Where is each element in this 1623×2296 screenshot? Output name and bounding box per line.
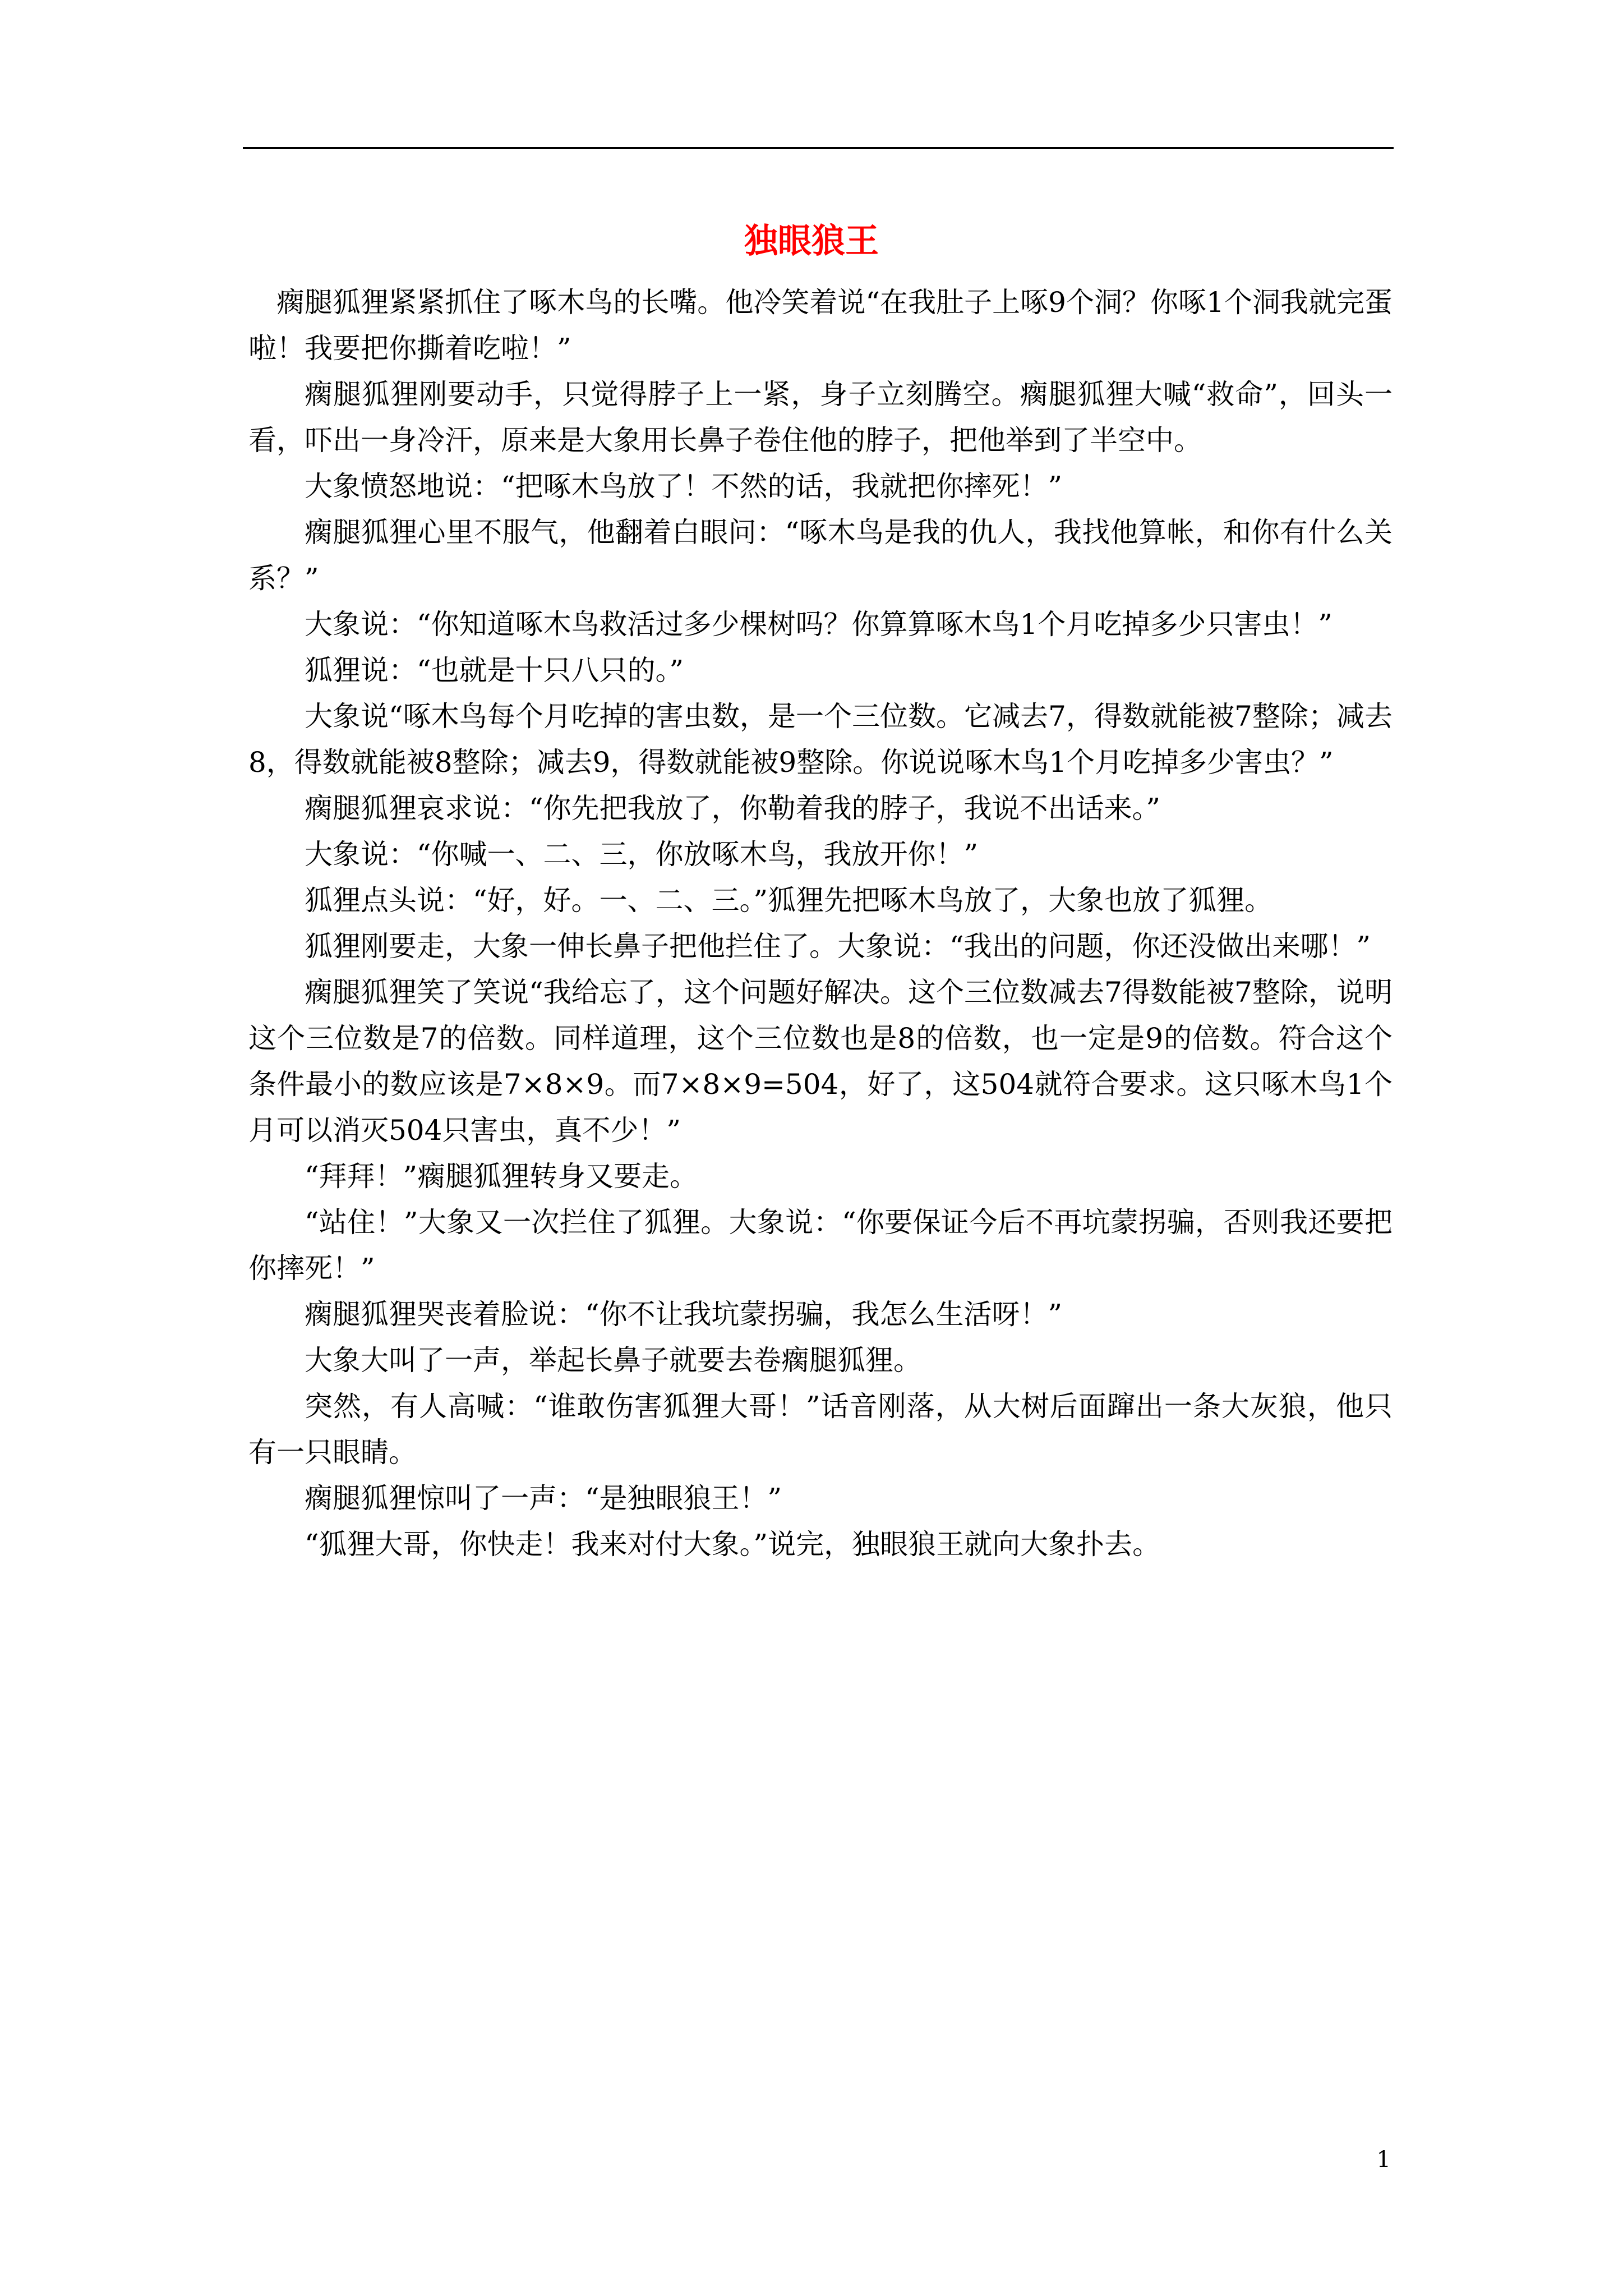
header-rule <box>243 147 1394 149</box>
paragraph: 大象大叫了一声，举起长鼻子就要去卷瘸腿狐狸。 <box>305 1344 921 1377</box>
paragraph: 瘸腿狐狸紧紧抓住了啄木鸟的长嘴。他冷笑着说“在我肚子上啄9个洞？你啄1个洞我就完蛋啦！我要把你撕着吃啦！” <box>248 286 1393 365</box>
page-number: 1 <box>1376 2147 1391 2173</box>
document-body <box>248 279 1393 1567</box>
paragraph: 狐狸说：“也就是十只八只的。” <box>305 654 684 687</box>
paragraph: 瘸腿狐狸心里不服气，他翻着白眼问：“啄木鸟是我的仇人，我找他算帐，和你有什么关系？” <box>248 516 1393 595</box>
paragraph: 大象愤怒地说：“把啄木鸟放了！不然的话，我就把你摔死！” <box>305 470 1063 503</box>
paragraph: 瘸腿狐狸哀求说：“你先把我放了，你勒着我的脖子，我说不出话来。” <box>305 792 1161 825</box>
paragraph: “拜拜！”瘸腿狐狸转身又要走。 <box>305 1160 698 1193</box>
paragraph: 瘸腿狐狸哭丧着脸说：“你不让我坑蒙拐骗，我怎么生活呀！” <box>305 1298 1063 1331</box>
paragraph: “站住！”大象又一次拦住了狐狸。大象说：“你要保证今后不再坑蒙拐骗，否则我还要把你摔死！” <box>248 1206 1393 1285</box>
paragraph: 狐狸点头说：“好，好。一、二、三。”狐狸先把啄木鸟放了，大象也放了狐狸。 <box>305 884 1273 917</box>
paragraph: 瘸腿狐狸刚要动手，只觉得脖子上一紧，身子立刻腾空。瘸腿狐狸大喊“救命”，回头一看，吓出一身冷汗，原来是大象用长鼻子卷住他的脖子，把他举到了半空中。 <box>248 378 1393 457</box>
paragraph: 瘸腿狐狸笑了笑说“我给忘了，这个问题好解决。这个三位数减去7得数能被7整除，说明这个三位数是7的倍数。同样道理，这个三位数也是8的倍数，也一定是9的倍数。符合这个条件最小的数应该是7×8×9。而7×8×9=504，好了，这504就符合要求。这只啄木鸟1个月可以消灭504只害虫，真不少！” <box>248 976 1393 1147</box>
paragraph: 瘸腿狐狸惊叫了一声：“是独眼狼王！” <box>305 1482 782 1515</box>
paragraph: 大象说：“你知道啄木鸟救活过多少棵树吗？你算算啄木鸟1个月吃掉多少只害虫！” <box>305 608 1332 641</box>
paragraph: 突然，有人高喊：“谁敢伤害狐狸大哥！”话音刚落，从大树后面蹿出一条大灰狼，他只有一只眼睛。 <box>248 1390 1393 1469</box>
document-title: 独眼狼王 <box>744 222 879 261</box>
paragraph: 狐狸刚要走，大象一伸长鼻子把他拦住了。大象说：“我出的问题，你还没做出来哪！” <box>305 930 1371 963</box>
paragraph: 大象说“啄木鸟每个月吃掉的害虫数，是一个三位数。它减去7，得数就能被7整除；减去8，得数就能被8整除；减去9，得数就能被9整除。你说说啄木鸟1个月吃掉多少害虫？” <box>248 700 1393 779</box>
paragraph: “狐狸大哥，你快走！我来对付大象。”说完，独眼狼王就向大象扑去。 <box>305 1528 1161 1561</box>
paragraph: 大象说：“你喊一、二、三，你放啄木鸟，我放开你！” <box>305 838 979 871</box>
